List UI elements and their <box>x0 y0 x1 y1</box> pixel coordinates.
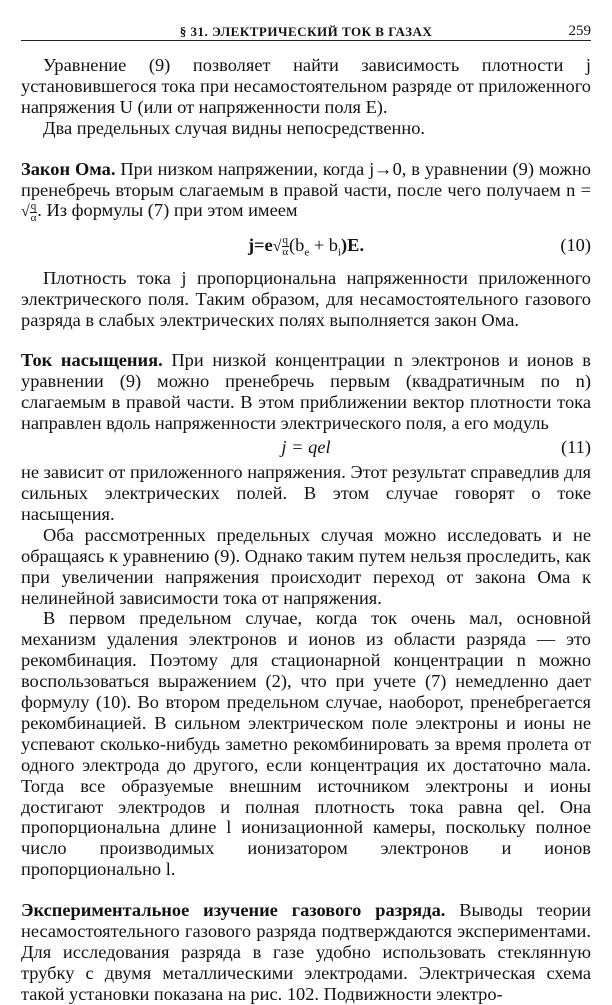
formula-10: j=e√ $\frac{q}{\alpha}$ $(b_e + b_i)E$. (10) <box>21 230 591 260</box>
equation-number-11: (11) <box>561 437 591 458</box>
saturation-paragraph-2: Оба рассмотренных предельных случая можно исследовать и не обращаясь к уравнению (9). Однако таким путем нельзя проследить, как при увеличении напряжения происходит переход от закона Ома к нелинейной зависимости тока от напряжения. <box>21 524 591 608</box>
experiment-heading: Экспериментальное изучение газового разряда. <box>21 900 446 921</box>
saturation-heading: Ток насыщения. <box>21 350 163 371</box>
ohm-text-a: При низком напряжении, когда j→0, в уравнении (9) можно пренебречь вторым слагаемым в правой части, после чего получаем n = <box>21 158 591 200</box>
page <box>21 16 591 1005</box>
formula-11-body: j = qel <box>281 437 331 458</box>
saturation-text: При низкой концентрации n электронов и ионов в уравнении (9) можно пренебречь первым (квадратичным по n) слагаемым в правой части. В этом приближении вектор плотности тока направлен вдоль напряженности электрического поля, а его модуль <box>21 350 591 434</box>
running-header <box>21 16 591 41</box>
intro-paragraph-2: Два предельных случая видны непосредственно. <box>43 117 426 138</box>
ohm-paragraph <box>21 159 591 224</box>
saturation-paragraph-3: В первом предельном случае, когда ток очень мал, основной механизм удаления электронов и ионов из области разряда — это рекомбинация. Поэтому для стационарной концентрации n можно воспользоваться выражением (2), что при учете (7) немедленно дает формулу (10). Во втором предельном случае, наоборот, пренебрегается рекомбинацией. В сильном электрическом поле электроны и ионы не успевают сколько-нибудь заметно рекомбинировать за время пролета от одного электрода до другого, если концентрация их достаточно мала. Тогда все образуемые внешним источником электроны и ионы достигают электродов и полная плотность тока равна qel. Она пропорциональна длине l ионизационной камеры, поскольку полное число производимых ионизатором электронов и ионов пропорционально l. <box>21 608 591 880</box>
experiment-paragraph <box>21 900 591 1005</box>
equation-number-10: (10) <box>560 234 591 255</box>
inline-fraction: $\frac{q}{\alpha}$ <box>30 199 37 224</box>
sqrt-symbol-icon: √ <box>21 203 30 221</box>
chapter-title: § 31. ЭЛЕКТРИЧЕСКИЙ ТОК В ГАЗАХ <box>179 24 433 39</box>
saturation-after: не зависит от приложенного напряжения. Этот результат справедлив для сильных электрических полей. В этом случае говорят о токе насыщения. <box>21 462 591 524</box>
saturation-paragraph <box>21 350 591 434</box>
ohm-heading: Закон Ома. <box>21 158 116 179</box>
page-number: 259 <box>568 23 591 39</box>
experiment-text: Выводы теории несамостоятельного газового разряда подтверждаются экспериментами. Для исследования разряда в газе удобно использовать стеклянную трубку с двумя металлическими электродами. Электрическая схема такой установки показана на рис. 102. Подвижности электро- <box>21 900 591 1004</box>
ohm-text-b: . Из формулы (7) при этом имеем <box>37 200 298 221</box>
sqrt-symbol-icon: √ <box>272 237 282 255</box>
ohm-conclusion: Плотность тока j пропорциональна напряженности приложенного электрического поля. Таким образом, для несамостоятельного газового разряда в слабых электрических полях выполняется закон Ома. <box>21 267 591 330</box>
intro-paragraph: Уравнение (9) позволяет найти зависимость плотности j установившегося тока при несамостоятельном разряде от приложенного напряжения U (или от напряженности поля E). <box>21 55 591 117</box>
formula-11 <box>21 436 591 458</box>
